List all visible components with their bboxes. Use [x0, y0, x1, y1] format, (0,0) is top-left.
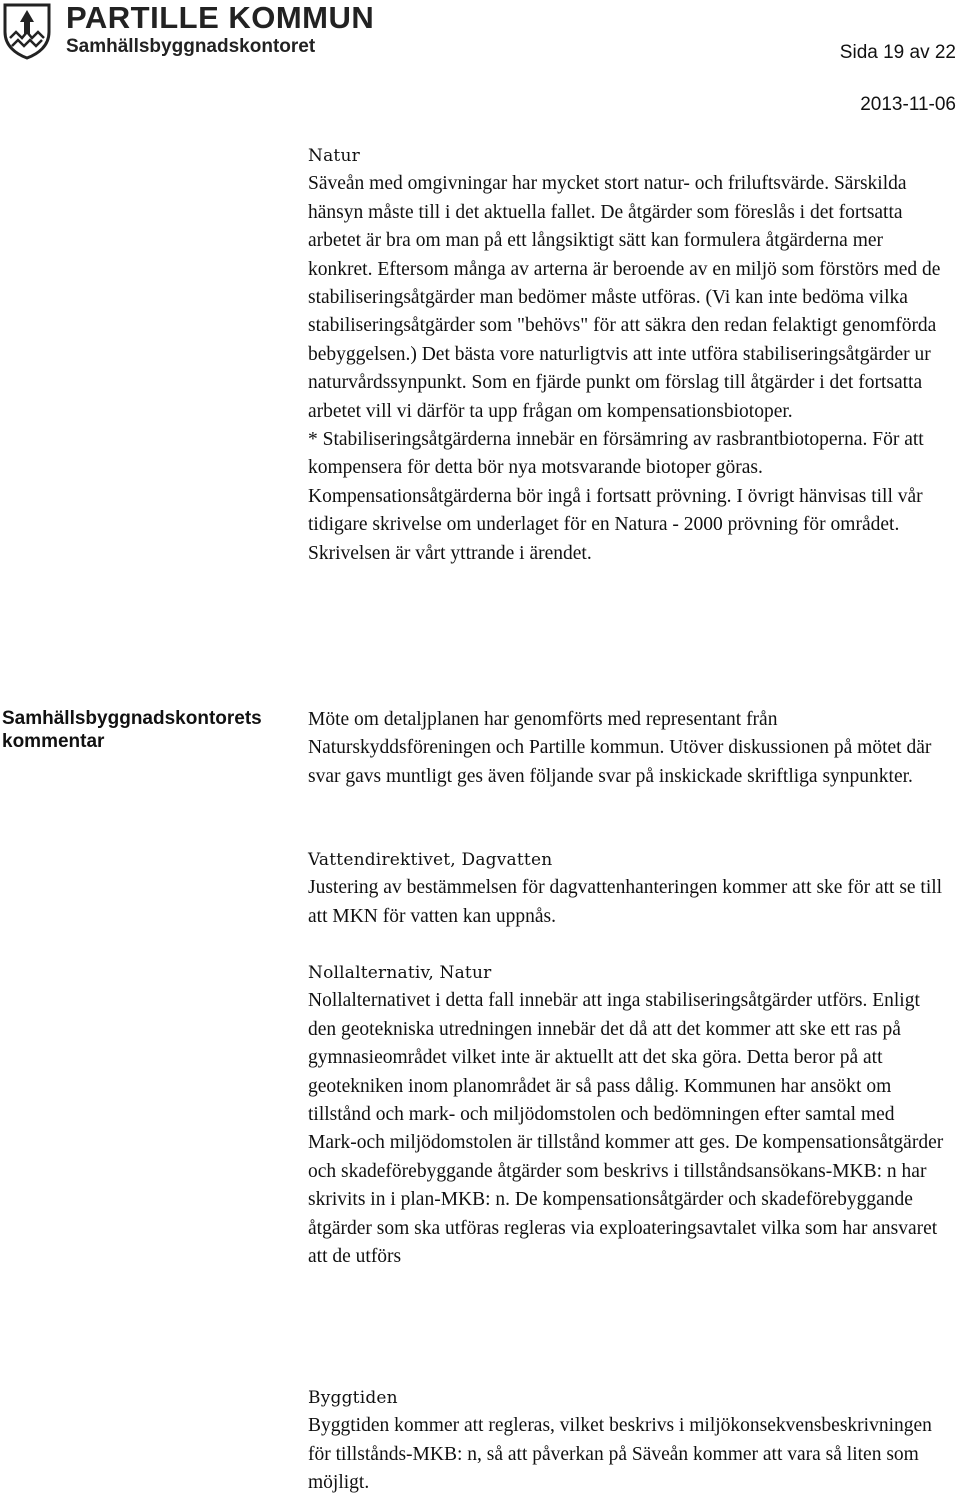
section-natur — [308, 142, 948, 568]
org-name: PARTILLE KOMMUN — [66, 0, 375, 35]
comment-label: Samhällsbyggnadskontorets kommentar — [2, 708, 262, 752]
dept-name: Samhällsbyggnadskontoret — [66, 36, 316, 57]
page-number: Sida 19 av 22 — [839, 42, 956, 63]
municipality-crest-icon — [2, 2, 52, 60]
section-heading-natur: Natur — [308, 146, 360, 166]
comment-intro: Möte om detaljplanen har genomförts med representant från Naturskyddsföreningen och Partille kommun. Utöver diskussionen på mötet där svar gavs muntligt ges även följande svar på inskickade skriftliga synpunkter. — [308, 709, 932, 787]
section-comment — [308, 706, 948, 791]
section-heading-byggtiden: Byggtiden — [308, 1388, 398, 1408]
section-body-byggtiden: Byggtiden kommer att regleras, vilket beskrivs i miljökonsekvensbeskrivningen för tillstånds-MKB: n, så att påverkan på Säveån kommer att vara så liten som möjligt. — [308, 1415, 932, 1494]
document-date: 2013-11-06 — [860, 94, 956, 115]
section-byggtiden — [308, 1384, 948, 1498]
section-body-natur: Säveån med omgivningar har mycket stort natur- och friluftsvärde. Särskilda hänsyn måste till i det aktuella fallet. De åtgärder som föreslås i det fortsatta arbetet är bra om man på ett långsiktigt sätt kan formulera åtgärderna mer konkret. Eftersom många av arterna är beroende av en miljö som förstörs med de stabiliseringsåtgärder man bedömer måste utföras. (Vi kan inte bedöma vilka stabiliseringsåtgärder som "behövs" för att säkra den redan felaktigt genomförda bebyggelsen.) Det bästa vore naturligtvis att inte utföra stabiliseringsåtgärder ur naturvårdssynpunkt. Som en fjärde punkt om förslag till åtgärder i det fortsatta arbetet vill vi därför ta upp frågan om kompensationsbiotoper. — [308, 173, 941, 422]
section-heading-vatten: Vattendirektivet, Dagvatten — [308, 850, 553, 870]
section-vatten — [308, 846, 948, 931]
section-body-vatten: Justering av bestämmelsen för dagvattenhanteringen kommer att ske för att se till att MKN för vatten kan uppnås. — [308, 877, 943, 927]
section-note-natur: * Stabiliseringsåtgärderna innebär en försämring av rasbrantbiotoperna. För att kompensera för detta bör nya motsvarande biotoper göras. Kompensationsåtgärderna bör ingå i fortsatt prövning. I övrigt hänvisas till vår tidigare skrivelse om underlaget för en Natura - 2000 prövning för området. Skrivelsen är vårt yttrande i ärendet. — [308, 429, 924, 564]
section-heading-nollalternativ: Nollalternativ, Natur — [308, 963, 492, 983]
section-body-nollalternativ: Nollalternativet i detta fall innebär att inga stabiliseringsåtgärder utförs. Enligt den geotekniska utredningen innebär det då att det kommer att ske ett ras på gymnasieområdet vilket inte är aktuellt att det ska göra. Detta beror på att geotekniken inom planområdet är så pass dålig. Kommunen har ansökt om tillstånd och mark- och miljödomstolen och bedömningen efter samtal med Mark-och miljödomstolen är tillstånd kommer att ges. De kompensationsåtgärder och skadeförebyggande åtgärder som beskrivs i tillståndsansökans-MKB: n har skrivits in i plan-MKB: n. De kompensationsåtgärder och skadeförebyggande åtgärder som ska utföras regleras via exploateringsavtalet vilka som har ansvaret att de utförs — [308, 990, 944, 1268]
section-nollalternativ — [308, 959, 948, 1271]
